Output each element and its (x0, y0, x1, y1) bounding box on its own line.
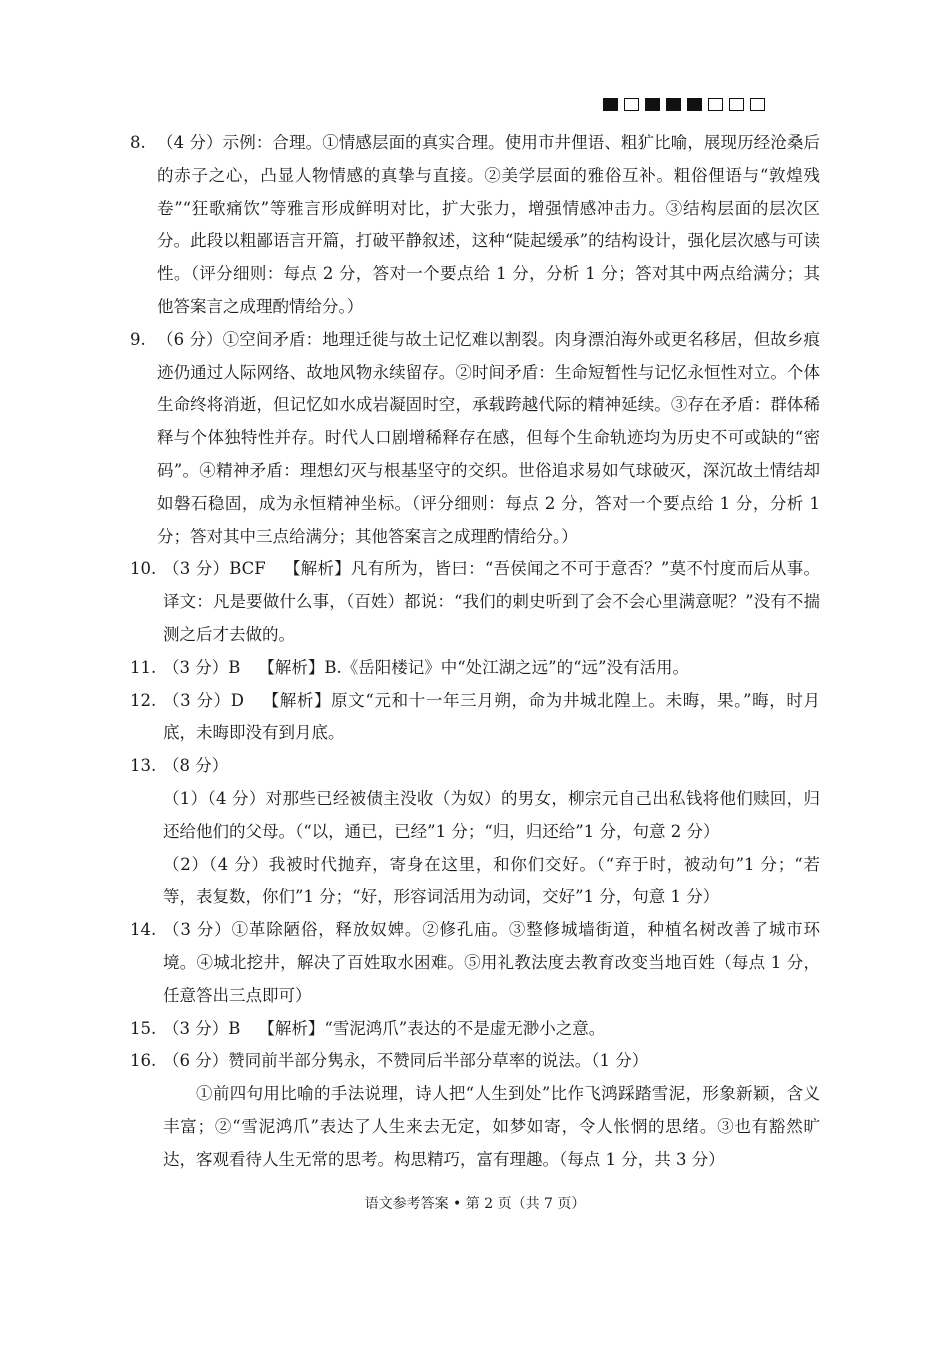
question-number: 11. (130, 657, 157, 677)
answer-score: （3 分）D (163, 690, 244, 710)
answer-explanation: 【解析】“雪泥鸿爪”表达的不是虚无渺小之意。 (258, 1018, 606, 1038)
empty-square-mark (624, 98, 639, 111)
answer-text: （6 分）赞同前半部分隽永，不赞同后半部分草率的说法。（1 分） (163, 1051, 649, 1071)
answer-score: （3 分）B (163, 657, 241, 677)
answer-13 (130, 750, 820, 783)
answer-14 (130, 914, 820, 1012)
answer-12 (130, 685, 820, 751)
question-number: 8. (130, 133, 146, 152)
answer-9 (130, 324, 820, 554)
answer-15 (130, 1013, 820, 1046)
answer-11 (130, 652, 820, 685)
answer-score: （3 分）BCF (163, 559, 266, 579)
answer-explanation: 【解析】凡有所为，皆曰：“吾侯闻之不可于意否？”莫不忖度而后从事。 (283, 559, 821, 579)
question-number: 12. (130, 690, 157, 710)
answer-16-analysis: ①前四句用比喻的手法说理，诗人把“人生到处”比作飞鸿踩踏雪泥，形象新颖，含义丰富；②“雪泥鸿爪”表达了人生来去无定，如梦如寄，令人怅惘的思绪。③也有豁然旷达，客观看待人生无常的思考。构思精巧，富有理趣。（每点 1 分，共 3 分） (163, 1084, 820, 1169)
question-number: 9. (130, 329, 146, 349)
question-number: 10. (130, 559, 157, 579)
answer-13-part-2: （2）（4 分）我被时代抛弃，寄身在这里，和你们交好。（“弃于时，被动句”1 分；“若等，表复数，你们”1 分；“好，形容词活用为动词，交好”1 分，句意 1 分） (163, 854, 820, 907)
answer-score: （3 分）B (163, 1018, 241, 1038)
answer-text: （3 分）①革除陋俗，释放奴婢。②修孔庙。③整修城墙街道，种植名树改善了城市环境。④城北挖井，解决了百姓取水困难。⑤用礼教法度去教育改变当地百姓（每点 1 分，任意答出三点即可） (163, 920, 820, 1005)
empty-square-mark (708, 98, 723, 111)
answer-13-part-1: （1）（4 分）对那些已经被债主没收（为奴）的男女，柳宗元自己出私钱将他们赎回，归还给他们的父母。（“以，通已，已经”1 分；“归，归还给”1 分，句意 2 分） (163, 788, 820, 841)
empty-square-mark (750, 98, 765, 111)
answer-score: （8 分） (163, 756, 229, 776)
question-number: 14. (130, 920, 157, 940)
question-number: 13. (130, 756, 157, 776)
filled-square-mark (687, 98, 702, 111)
answer-10 (130, 553, 820, 651)
empty-square-mark (729, 98, 744, 111)
answer-translation: 译文：凡是要做什么事，（百姓）都说：“我们的刺史听到了会不会心里满意呢？”没有不揣测之后才去做的。 (163, 592, 820, 644)
filled-square-mark (645, 98, 660, 111)
header-marks (603, 98, 765, 111)
answer-16 (130, 1045, 820, 1078)
answer-8 (130, 127, 820, 324)
answer-explanation: 【解析】B.《岳阳楼记》中“处江湖之远”的“远”没有活用。 (258, 657, 689, 677)
answer-text: （4 分）示例：合理。①情感层面的真实合理。使用市井俚语、粗犷比喻，展现历经沧桑后的赤子之心，凸显人物情感的真挚与直接。②美学层面的雅俗互补。粗俗俚语与“敦煌残卷”“狂歌痛饮”等雅言形成鲜明对比，扩大张力，增强情感冲击力。③结构层面的层次区分。此段以粗鄙语言开篇，打破平静叙述，这种“陡起缓承”的结构设计，强化层次感与可读性。（评分细则：每点 2 分，答对一个要点给 1 分，分析 1 分；答对其中两点给满分；其他答案言之成理酌情给分。） (157, 133, 820, 316)
answer-text: （6 分）①空间矛盾：地理迁徙与故土记忆难以割裂。肉身漂泊海外或更名移居，但故乡痕迹仍通过人际网络、故地风物永续留存。②时间矛盾：生命短暂性与记忆永恒性对立。个体生命终将消逝，但记忆如水成岩凝固时空，承载跨越代际的精神延续。③存在矛盾：群体稀释与个体独特性并存。时代人口剧增稀释存在感，但每个生命轨迹均为历史不可或缺的“密码”。④精神矛盾：理想幻灭与根基坚守的交织。世俗追求易如气球破灭，深沉故土情结却如磐石稳固，成为永恒精神坐标。（评分细则：每点 2 分，答对一个要点给 1 分，分析 1 分；答对其中三点给满分；其他答案言之成理酌情给分。） (157, 329, 820, 546)
answer-explanation: 【解析】原文“元和十一年三月朔，命为井城北隍上。未晦，果。”晦，时月底，未晦即没有到月底。 (163, 690, 820, 743)
page-footer: 语文参考答案 • 第 2 页（共 7 页） (364, 1196, 586, 1212)
question-number: 16. (130, 1051, 157, 1071)
answer-content (130, 127, 820, 1177)
filled-square-mark (603, 98, 618, 111)
filled-square-mark (666, 98, 681, 111)
question-number: 15. (130, 1018, 157, 1038)
